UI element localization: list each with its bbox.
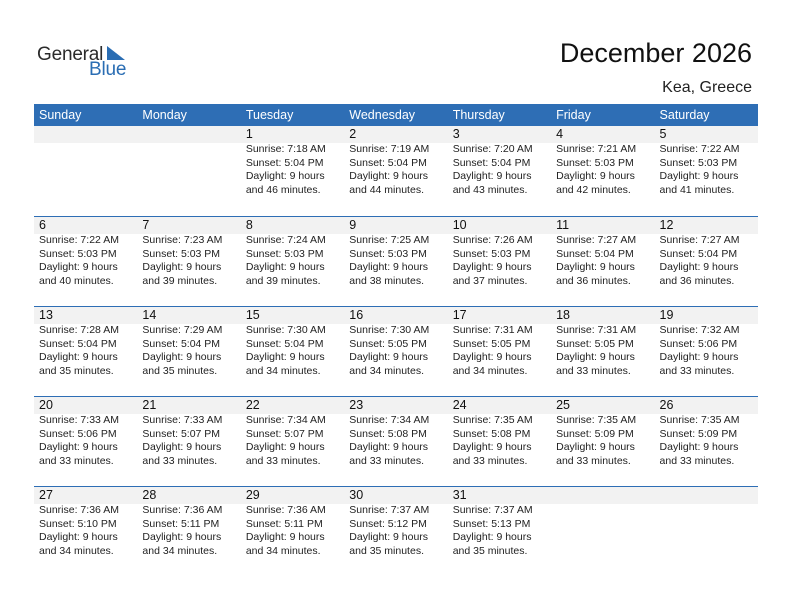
minutes-text: and 33 minutes.	[556, 454, 631, 467]
empty-day-cell	[137, 126, 240, 214]
day-number: 9	[349, 218, 357, 232]
minutes-text: and 35 minutes.	[142, 364, 218, 377]
day-cell	[448, 397, 551, 485]
day-cell	[655, 217, 758, 305]
day-cell	[241, 126, 344, 214]
day-cell	[34, 217, 137, 305]
sunrise-text: Sunrise: 7:18 AM	[245, 143, 326, 155]
sunset-text: Sunset: 5:07 PM	[142, 427, 221, 440]
sunrise-text: Sunrise: 7:22 AM	[39, 234, 119, 246]
weekday-label: Tuesday	[245, 108, 294, 122]
sunrise-text: Sunrise: 7:37 AM	[452, 504, 533, 516]
day-number: 3	[452, 127, 460, 141]
daylight-text: Daylight: 9 hours	[349, 261, 429, 274]
day-sun-info	[246, 324, 344, 378]
sunrise-text: Sunrise: 7:23 AM	[142, 234, 223, 246]
day-cell	[34, 307, 137, 395]
day-sun-info	[349, 143, 447, 197]
sunrise-text: Sunrise: 7:32 AM	[659, 324, 740, 336]
day-sun-info	[349, 324, 447, 378]
minutes-text: and 34 minutes.	[245, 544, 321, 557]
day-number: 22	[245, 398, 260, 412]
day-sun-info	[453, 234, 551, 288]
sunset-text: Sunset: 5:12 PM	[349, 517, 427, 530]
day-sun-info	[246, 504, 344, 558]
sunset-text: Sunset: 5:03 PM	[349, 247, 427, 260]
sunrise-text: Sunrise: 7:31 AM	[556, 324, 637, 336]
day-sun-info	[142, 324, 240, 378]
location-subtitle: Kea, Greece	[662, 79, 752, 96]
calendar-week-row	[34, 216, 758, 306]
sunset-text: Sunset: 5:08 PM	[349, 427, 427, 440]
sunset-text: Sunset: 5:05 PM	[349, 337, 427, 350]
day-cell	[655, 126, 758, 214]
day-cell	[34, 487, 137, 575]
day-number: 21	[142, 398, 157, 412]
daylight-text: Daylight: 9 hours	[556, 351, 635, 364]
sunrise-text: Sunrise: 7:35 AM	[452, 414, 533, 426]
minutes-text: and 33 minutes.	[659, 364, 735, 377]
day-sun-info	[660, 414, 758, 468]
daylight-text: Daylight: 9 hours	[556, 441, 635, 454]
minutes-text: and 34 minutes.	[245, 364, 321, 377]
day-sun-info	[246, 234, 344, 288]
calendar-grid	[34, 104, 758, 576]
sunrise-text: Sunrise: 7:30 AM	[245, 324, 326, 336]
day-sun-info	[142, 234, 240, 288]
logo-blue-text: Blue	[89, 59, 127, 80]
day-cell	[344, 217, 447, 305]
day-cell	[448, 217, 551, 305]
daylight-text: Daylight: 9 hours	[39, 531, 118, 544]
minutes-text: and 34 minutes.	[452, 364, 528, 377]
day-sun-info	[556, 234, 654, 288]
day-number: 24	[452, 398, 467, 412]
day-cell	[137, 487, 240, 575]
daylight-text: Daylight: 9 hours	[556, 170, 635, 183]
day-cell	[241, 307, 344, 395]
day-number: 26	[659, 398, 674, 412]
daylight-text: Daylight: 9 hours	[349, 531, 429, 544]
daylight-text: Daylight: 9 hours	[659, 261, 739, 274]
weekday-label: Monday	[142, 108, 187, 122]
minutes-text: and 42 minutes.	[556, 183, 631, 196]
day-cell	[655, 397, 758, 485]
minutes-text: and 43 minutes.	[452, 183, 528, 196]
week-cells	[34, 307, 758, 395]
weekday-label: Saturday	[659, 108, 710, 122]
calendar-week-row	[34, 396, 758, 486]
sunset-text: Sunset: 5:03 PM	[245, 247, 324, 260]
sunset-text: Sunset: 5:04 PM	[349, 156, 427, 169]
day-sun-info	[39, 414, 137, 468]
day-sun-info	[556, 414, 654, 468]
daylight-text: Daylight: 9 hours	[245, 441, 325, 454]
weekday-label: Sunday	[39, 108, 82, 122]
weeks-container	[34, 126, 758, 576]
day-sun-info	[246, 414, 344, 468]
day-sun-info	[39, 504, 137, 558]
sunset-text: Sunset: 5:04 PM	[245, 337, 324, 350]
brand-logo	[37, 44, 137, 84]
day-cell	[448, 487, 551, 575]
minutes-text: and 33 minutes.	[142, 454, 218, 467]
sunset-text: Sunset: 5:13 PM	[452, 517, 531, 530]
page-title: December 2026	[559, 38, 752, 68]
sunrise-text: Sunrise: 7:30 AM	[349, 324, 430, 336]
week-cells	[34, 397, 758, 485]
empty-day-cell	[655, 487, 758, 575]
sunset-text: Sunset: 5:03 PM	[142, 247, 221, 260]
minutes-text: and 33 minutes.	[452, 454, 528, 467]
day-cell	[137, 397, 240, 485]
day-cell	[655, 307, 758, 395]
day-number: 2	[349, 127, 357, 141]
weekday-header	[34, 104, 758, 126]
day-number: 28	[142, 488, 157, 502]
day-number: 14	[142, 308, 157, 322]
minutes-text: and 33 minutes.	[659, 454, 735, 467]
minutes-text: and 33 minutes.	[39, 454, 114, 467]
day-sun-info	[142, 504, 240, 558]
day-sun-info	[660, 234, 758, 288]
day-cell	[551, 307, 654, 395]
minutes-text: and 33 minutes.	[349, 454, 424, 467]
week-cells	[34, 217, 758, 305]
daylight-text: Daylight: 9 hours	[245, 351, 325, 364]
sunrise-text: Sunrise: 7:26 AM	[452, 234, 533, 246]
minutes-text: and 38 minutes.	[349, 274, 424, 287]
daylight-text: Daylight: 9 hours	[556, 261, 635, 274]
day-number: 4	[556, 127, 564, 141]
day-number: 27	[39, 488, 53, 502]
day-sun-info	[349, 234, 447, 288]
day-number: 1	[245, 127, 253, 141]
day-number: 10	[452, 218, 467, 232]
sunset-text: Sunset: 5:04 PM	[245, 156, 324, 169]
day-cell	[241, 217, 344, 305]
minutes-text: and 46 minutes.	[245, 183, 321, 196]
weekday-label: Thursday	[452, 108, 505, 122]
daylight-text: Daylight: 9 hours	[349, 170, 429, 183]
daylight-text: Daylight: 9 hours	[659, 170, 739, 183]
daylight-text: Daylight: 9 hours	[452, 261, 532, 274]
sunrise-text: Sunrise: 7:35 AM	[659, 414, 740, 426]
daylight-text: Daylight: 9 hours	[245, 170, 325, 183]
day-number: 18	[556, 308, 571, 322]
day-number: 16	[349, 308, 364, 322]
minutes-text: and 33 minutes.	[556, 364, 631, 377]
sunset-text: Sunset: 5:03 PM	[556, 156, 634, 169]
minutes-text: and 41 minutes.	[659, 183, 735, 196]
sunrise-text: Sunrise: 7:20 AM	[452, 143, 533, 155]
daylight-text: Daylight: 9 hours	[142, 261, 222, 274]
minutes-text: and 34 minutes.	[142, 544, 218, 557]
sunset-text: Sunset: 5:04 PM	[142, 337, 221, 350]
sunset-text: Sunset: 5:08 PM	[452, 427, 531, 440]
day-sun-info	[39, 234, 137, 288]
day-cell	[344, 307, 447, 395]
sunrise-text: Sunrise: 7:25 AM	[349, 234, 430, 246]
sunset-text: Sunset: 5:03 PM	[452, 247, 531, 260]
day-number: 15	[245, 308, 260, 322]
sunrise-text: Sunrise: 7:33 AM	[39, 414, 119, 426]
day-number: 7	[142, 218, 150, 232]
day-number: 29	[245, 488, 260, 502]
sunrise-text: Sunrise: 7:22 AM	[659, 143, 740, 155]
sunset-text: Sunset: 5:11 PM	[142, 517, 220, 530]
sunset-text: Sunset: 5:07 PM	[245, 427, 324, 440]
minutes-text: and 39 minutes.	[142, 274, 218, 287]
daylight-text: Daylight: 9 hours	[452, 531, 532, 544]
sunrise-text: Sunrise: 7:28 AM	[39, 324, 119, 336]
daylight-text: Daylight: 9 hours	[142, 441, 222, 454]
day-cell	[448, 307, 551, 395]
sunset-text: Sunset: 5:11 PM	[245, 517, 323, 530]
sunrise-text: Sunrise: 7:31 AM	[452, 324, 533, 336]
day-cell	[551, 397, 654, 485]
daylight-text: Daylight: 9 hours	[452, 351, 532, 364]
day-number: 6	[39, 218, 46, 232]
calendar-week-row	[34, 126, 758, 216]
sunrise-text: Sunrise: 7:36 AM	[142, 504, 223, 516]
day-sun-info	[349, 414, 447, 468]
daylight-text: Daylight: 9 hours	[245, 261, 325, 274]
day-cell	[137, 307, 240, 395]
empty-day-cell	[34, 126, 137, 214]
day-number: 8	[245, 218, 253, 232]
daylight-text: Daylight: 9 hours	[142, 351, 222, 364]
day-sun-info	[246, 143, 344, 197]
day-sun-info	[556, 324, 654, 378]
day-number: 12	[659, 218, 674, 232]
day-cell	[241, 487, 344, 575]
day-cell	[344, 397, 447, 485]
sunrise-text: Sunrise: 7:27 AM	[659, 234, 740, 246]
day-sun-info	[453, 143, 551, 197]
minutes-text: and 40 minutes.	[39, 274, 114, 287]
day-sun-info	[453, 504, 551, 558]
day-sun-info	[453, 324, 551, 378]
sunset-text: Sunset: 5:10 PM	[39, 517, 117, 530]
minutes-text: and 44 minutes.	[349, 183, 424, 196]
day-sun-info	[660, 324, 758, 378]
sunset-text: Sunset: 5:04 PM	[39, 337, 117, 350]
sunrise-text: Sunrise: 7:21 AM	[556, 143, 637, 155]
day-sun-info	[142, 414, 240, 468]
sunset-text: Sunset: 5:05 PM	[452, 337, 531, 350]
sunset-text: Sunset: 5:04 PM	[659, 247, 738, 260]
sunrise-text: Sunrise: 7:37 AM	[349, 504, 430, 516]
sunset-text: Sunset: 5:06 PM	[39, 427, 117, 440]
daylight-text: Daylight: 9 hours	[659, 441, 739, 454]
day-cell	[448, 126, 551, 214]
daylight-text: Daylight: 9 hours	[245, 531, 325, 544]
empty-day-cell	[551, 487, 654, 575]
day-number: 11	[556, 218, 570, 232]
calendar-week-row	[34, 486, 758, 576]
day-cell	[34, 397, 137, 485]
minutes-text: and 36 minutes.	[556, 274, 631, 287]
sunrise-text: Sunrise: 7:36 AM	[245, 504, 326, 516]
day-cell	[137, 217, 240, 305]
day-number: 13	[39, 308, 53, 322]
minutes-text: and 34 minutes.	[349, 364, 424, 377]
minutes-text: and 36 minutes.	[659, 274, 735, 287]
sunrise-text: Sunrise: 7:29 AM	[142, 324, 223, 336]
day-cell	[241, 397, 344, 485]
sunset-text: Sunset: 5:06 PM	[659, 337, 738, 350]
sunset-text: Sunset: 5:09 PM	[659, 427, 738, 440]
minutes-text: and 35 minutes.	[349, 544, 424, 557]
sunrise-text: Sunrise: 7:34 AM	[245, 414, 326, 426]
minutes-text: and 35 minutes.	[452, 544, 528, 557]
day-cell	[344, 126, 447, 214]
sunset-text: Sunset: 5:03 PM	[659, 156, 738, 169]
day-number: 23	[349, 398, 364, 412]
daylight-text: Daylight: 9 hours	[349, 351, 429, 364]
daylight-text: Daylight: 9 hours	[39, 441, 118, 454]
daylight-text: Daylight: 9 hours	[39, 351, 118, 364]
sunrise-text: Sunrise: 7:35 AM	[556, 414, 637, 426]
sunset-text: Sunset: 5:05 PM	[556, 337, 634, 350]
week-cells	[34, 487, 758, 575]
minutes-text: and 35 minutes.	[39, 364, 114, 377]
day-cell	[551, 126, 654, 214]
logo-general-text: General	[37, 44, 104, 65]
day-sun-info	[39, 324, 137, 378]
day-sun-info	[453, 414, 551, 468]
sunrise-text: Sunrise: 7:19 AM	[349, 143, 430, 155]
sunrise-text: Sunrise: 7:34 AM	[349, 414, 430, 426]
weekday-label: Friday	[556, 108, 591, 122]
sunrise-text: Sunrise: 7:27 AM	[556, 234, 637, 246]
daylight-text: Daylight: 9 hours	[39, 261, 118, 274]
day-cell	[344, 487, 447, 575]
minutes-text: and 33 minutes.	[245, 454, 321, 467]
calendar-week-row	[34, 306, 758, 396]
day-number: 17	[452, 308, 467, 322]
day-sun-info	[556, 143, 654, 197]
sunset-text: Sunset: 5:03 PM	[39, 247, 117, 260]
sunrise-text: Sunrise: 7:33 AM	[142, 414, 223, 426]
day-cell	[551, 217, 654, 305]
day-number: 31	[452, 488, 467, 502]
day-sun-info	[349, 504, 447, 558]
day-number: 19	[659, 308, 674, 322]
day-sun-info	[660, 143, 758, 197]
minutes-text: and 37 minutes.	[452, 274, 528, 287]
weekday-label: Wednesday	[349, 108, 416, 122]
day-number: 25	[556, 398, 571, 412]
day-number: 5	[659, 127, 667, 141]
day-number: 20	[39, 398, 53, 412]
daylight-text: Daylight: 9 hours	[142, 531, 222, 544]
sunset-text: Sunset: 5:04 PM	[556, 247, 634, 260]
minutes-text: and 39 minutes.	[245, 274, 321, 287]
sunrise-text: Sunrise: 7:24 AM	[245, 234, 326, 246]
sunset-text: Sunset: 5:09 PM	[556, 427, 634, 440]
day-number: 30	[349, 488, 364, 502]
daylight-text: Daylight: 9 hours	[452, 170, 532, 183]
daylight-text: Daylight: 9 hours	[349, 441, 429, 454]
minutes-text: and 34 minutes.	[39, 544, 114, 557]
sunrise-text: Sunrise: 7:36 AM	[39, 504, 119, 516]
sunset-text: Sunset: 5:04 PM	[452, 156, 531, 169]
daylight-text: Daylight: 9 hours	[659, 351, 739, 364]
week-cells	[34, 126, 758, 214]
daylight-text: Daylight: 9 hours	[452, 441, 532, 454]
